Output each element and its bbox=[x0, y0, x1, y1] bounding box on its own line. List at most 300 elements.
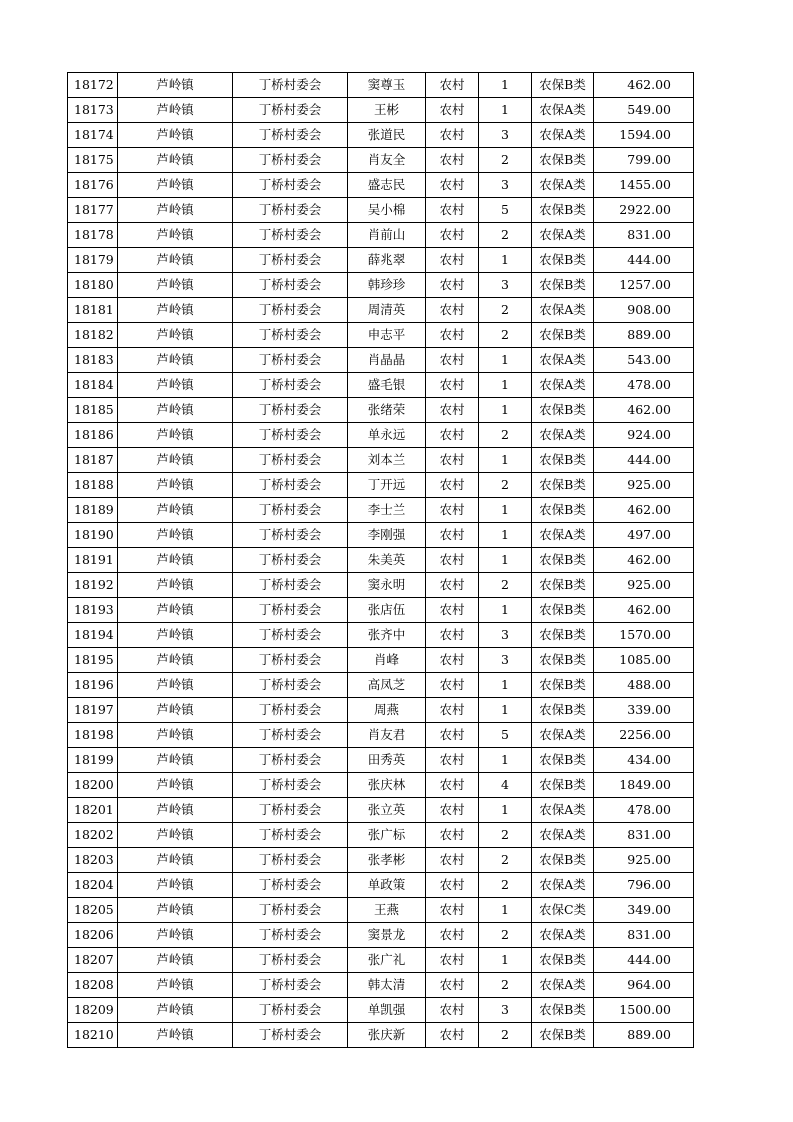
amount: 924.00 bbox=[594, 423, 694, 448]
town: 芦岭镇 bbox=[118, 523, 233, 548]
town: 芦岭镇 bbox=[118, 173, 233, 198]
insurance-category: 农保A类 bbox=[532, 798, 594, 823]
village-committee: 丁桥村委会 bbox=[233, 923, 348, 948]
town: 芦岭镇 bbox=[118, 248, 233, 273]
name: 薛兆翠 bbox=[348, 248, 426, 273]
amount: 478.00 bbox=[594, 373, 694, 398]
insurance-category: 农保B类 bbox=[532, 648, 594, 673]
name: 韩太清 bbox=[348, 973, 426, 998]
village-committee: 丁桥村委会 bbox=[233, 748, 348, 773]
household-type: 农村 bbox=[426, 998, 479, 1023]
insurance-category: 农保B类 bbox=[532, 448, 594, 473]
table-row bbox=[68, 998, 694, 1023]
record-number: 18175 bbox=[68, 148, 118, 173]
insurance-category: 农保A类 bbox=[532, 723, 594, 748]
insurance-category: 农保B类 bbox=[532, 848, 594, 873]
village-committee: 丁桥村委会 bbox=[233, 548, 348, 573]
town: 芦岭镇 bbox=[118, 723, 233, 748]
insurance-category: 农保B类 bbox=[532, 398, 594, 423]
village-committee: 丁桥村委会 bbox=[233, 273, 348, 298]
household-type: 农村 bbox=[426, 73, 479, 98]
village-committee: 丁桥村委会 bbox=[233, 173, 348, 198]
village-committee: 丁桥村委会 bbox=[233, 798, 348, 823]
household-type: 农村 bbox=[426, 248, 479, 273]
household-type: 农村 bbox=[426, 223, 479, 248]
table-row bbox=[68, 923, 694, 948]
town: 芦岭镇 bbox=[118, 748, 233, 773]
name: 张立英 bbox=[348, 798, 426, 823]
insurance-category: 农保B类 bbox=[532, 198, 594, 223]
household-type: 农村 bbox=[426, 798, 479, 823]
amount: 444.00 bbox=[594, 248, 694, 273]
town: 芦岭镇 bbox=[118, 73, 233, 98]
record-number: 18176 bbox=[68, 173, 118, 198]
record-number: 18174 bbox=[68, 123, 118, 148]
insurance-category: 农保A类 bbox=[532, 123, 594, 148]
amount: 1849.00 bbox=[594, 773, 694, 798]
insurance-category: 农保B类 bbox=[532, 598, 594, 623]
amount: 831.00 bbox=[594, 923, 694, 948]
town: 芦岭镇 bbox=[118, 648, 233, 673]
name: 盛志民 bbox=[348, 173, 426, 198]
town: 芦岭镇 bbox=[118, 223, 233, 248]
town: 芦岭镇 bbox=[118, 623, 233, 648]
record-number: 18201 bbox=[68, 798, 118, 823]
name: 单永远 bbox=[348, 423, 426, 448]
town: 芦岭镇 bbox=[118, 398, 233, 423]
family-size: 2 bbox=[479, 848, 532, 873]
household-type: 农村 bbox=[426, 773, 479, 798]
table-row bbox=[68, 598, 694, 623]
table-row bbox=[68, 623, 694, 648]
family-size: 2 bbox=[479, 873, 532, 898]
village-committee: 丁桥村委会 bbox=[233, 223, 348, 248]
town: 芦岭镇 bbox=[118, 948, 233, 973]
town: 芦岭镇 bbox=[118, 548, 233, 573]
amount: 796.00 bbox=[594, 873, 694, 898]
family-size: 1 bbox=[479, 748, 532, 773]
village-committee: 丁桥村委会 bbox=[233, 873, 348, 898]
town: 芦岭镇 bbox=[118, 998, 233, 1023]
family-size: 3 bbox=[479, 998, 532, 1023]
amount: 543.00 bbox=[594, 348, 694, 373]
table-row bbox=[68, 473, 694, 498]
village-committee: 丁桥村委会 bbox=[233, 73, 348, 98]
town: 芦岭镇 bbox=[118, 448, 233, 473]
table-row bbox=[68, 673, 694, 698]
town: 芦岭镇 bbox=[118, 573, 233, 598]
table-row bbox=[68, 198, 694, 223]
town: 芦岭镇 bbox=[118, 323, 233, 348]
household-type: 农村 bbox=[426, 823, 479, 848]
family-size: 2 bbox=[479, 323, 532, 348]
family-size: 2 bbox=[479, 223, 532, 248]
town: 芦岭镇 bbox=[118, 473, 233, 498]
table-row bbox=[68, 698, 694, 723]
insurance-category: 农保B类 bbox=[532, 1023, 594, 1048]
family-size: 2 bbox=[479, 473, 532, 498]
family-size: 2 bbox=[479, 1023, 532, 1048]
amount: 462.00 bbox=[594, 73, 694, 98]
name: 张绪荣 bbox=[348, 398, 426, 423]
name: 窦景龙 bbox=[348, 923, 426, 948]
family-size: 3 bbox=[479, 173, 532, 198]
family-size: 1 bbox=[479, 598, 532, 623]
record-number: 18193 bbox=[68, 598, 118, 623]
household-type: 农村 bbox=[426, 198, 479, 223]
insurance-category: 农保B类 bbox=[532, 948, 594, 973]
town: 芦岭镇 bbox=[118, 273, 233, 298]
record-number: 18210 bbox=[68, 1023, 118, 1048]
record-number: 18199 bbox=[68, 748, 118, 773]
family-size: 2 bbox=[479, 148, 532, 173]
amount: 1500.00 bbox=[594, 998, 694, 1023]
village-committee: 丁桥村委会 bbox=[233, 598, 348, 623]
village-committee: 丁桥村委会 bbox=[233, 948, 348, 973]
village-committee: 丁桥村委会 bbox=[233, 298, 348, 323]
town: 芦岭镇 bbox=[118, 423, 233, 448]
table-row bbox=[68, 298, 694, 323]
family-size: 2 bbox=[479, 423, 532, 448]
household-type: 农村 bbox=[426, 348, 479, 373]
town: 芦岭镇 bbox=[118, 898, 233, 923]
table-row bbox=[68, 348, 694, 373]
table-row bbox=[68, 448, 694, 473]
record-number: 18183 bbox=[68, 348, 118, 373]
amount: 444.00 bbox=[594, 948, 694, 973]
record-number: 18181 bbox=[68, 298, 118, 323]
family-size: 2 bbox=[479, 923, 532, 948]
household-type: 农村 bbox=[426, 173, 479, 198]
records-table bbox=[67, 72, 694, 1048]
amount: 497.00 bbox=[594, 523, 694, 548]
village-committee: 丁桥村委会 bbox=[233, 473, 348, 498]
table-row bbox=[68, 373, 694, 398]
record-number: 18208 bbox=[68, 973, 118, 998]
record-number: 18185 bbox=[68, 398, 118, 423]
amount: 2256.00 bbox=[594, 723, 694, 748]
amount: 549.00 bbox=[594, 98, 694, 123]
insurance-category: 农保B类 bbox=[532, 548, 594, 573]
insurance-category: 农保B类 bbox=[532, 773, 594, 798]
amount: 889.00 bbox=[594, 1023, 694, 1048]
village-committee: 丁桥村委会 bbox=[233, 348, 348, 373]
village-committee: 丁桥村委会 bbox=[233, 523, 348, 548]
household-type: 农村 bbox=[426, 848, 479, 873]
table-row bbox=[68, 148, 694, 173]
amount: 1594.00 bbox=[594, 123, 694, 148]
insurance-category: 农保A类 bbox=[532, 98, 594, 123]
family-size: 1 bbox=[479, 373, 532, 398]
amount: 1257.00 bbox=[594, 273, 694, 298]
household-type: 农村 bbox=[426, 448, 479, 473]
name: 张齐中 bbox=[348, 623, 426, 648]
name: 高凤芝 bbox=[348, 673, 426, 698]
insurance-category: 农保B类 bbox=[532, 623, 594, 648]
name: 肖友全 bbox=[348, 148, 426, 173]
family-size: 1 bbox=[479, 523, 532, 548]
village-committee: 丁桥村委会 bbox=[233, 498, 348, 523]
village-committee: 丁桥村委会 bbox=[233, 373, 348, 398]
amount: 925.00 bbox=[594, 473, 694, 498]
household-type: 农村 bbox=[426, 498, 479, 523]
insurance-category: 农保A类 bbox=[532, 298, 594, 323]
household-type: 农村 bbox=[426, 723, 479, 748]
record-number: 18191 bbox=[68, 548, 118, 573]
village-committee: 丁桥村委会 bbox=[233, 823, 348, 848]
insurance-category: 农保B类 bbox=[532, 573, 594, 598]
table-row bbox=[68, 173, 694, 198]
family-size: 3 bbox=[479, 623, 532, 648]
family-size: 1 bbox=[479, 698, 532, 723]
town: 芦岭镇 bbox=[118, 98, 233, 123]
amount: 1455.00 bbox=[594, 173, 694, 198]
table-row bbox=[68, 423, 694, 448]
household-type: 农村 bbox=[426, 748, 479, 773]
name: 窦尊玉 bbox=[348, 73, 426, 98]
record-number: 18206 bbox=[68, 923, 118, 948]
insurance-category: 农保A类 bbox=[532, 523, 594, 548]
record-number: 18196 bbox=[68, 673, 118, 698]
insurance-category: 农保B类 bbox=[532, 148, 594, 173]
amount: 831.00 bbox=[594, 823, 694, 848]
record-number: 18195 bbox=[68, 648, 118, 673]
family-size: 1 bbox=[479, 248, 532, 273]
record-number: 18188 bbox=[68, 473, 118, 498]
household-type: 农村 bbox=[426, 698, 479, 723]
insurance-category: 农保B类 bbox=[532, 273, 594, 298]
village-committee: 丁桥村委会 bbox=[233, 198, 348, 223]
family-size: 1 bbox=[479, 498, 532, 523]
family-size: 5 bbox=[479, 198, 532, 223]
name: 韩珍珍 bbox=[348, 273, 426, 298]
family-size: 1 bbox=[479, 548, 532, 573]
record-number: 18192 bbox=[68, 573, 118, 598]
table-row bbox=[68, 398, 694, 423]
town: 芦岭镇 bbox=[118, 123, 233, 148]
insurance-category: 农保A类 bbox=[532, 348, 594, 373]
name: 张庆新 bbox=[348, 1023, 426, 1048]
amount: 462.00 bbox=[594, 548, 694, 573]
village-committee: 丁桥村委会 bbox=[233, 998, 348, 1023]
family-size: 1 bbox=[479, 348, 532, 373]
table-row bbox=[68, 223, 694, 248]
insurance-category: 农保B类 bbox=[532, 73, 594, 98]
table-row bbox=[68, 823, 694, 848]
family-size: 2 bbox=[479, 973, 532, 998]
household-type: 农村 bbox=[426, 398, 479, 423]
family-size: 1 bbox=[479, 898, 532, 923]
family-size: 1 bbox=[479, 98, 532, 123]
household-type: 农村 bbox=[426, 373, 479, 398]
household-type: 农村 bbox=[426, 948, 479, 973]
table-row bbox=[68, 273, 694, 298]
name: 王燕 bbox=[348, 898, 426, 923]
household-type: 农村 bbox=[426, 648, 479, 673]
name: 张店伍 bbox=[348, 598, 426, 623]
table-row bbox=[68, 73, 694, 98]
name: 单凯强 bbox=[348, 998, 426, 1023]
record-number: 18178 bbox=[68, 223, 118, 248]
record-number: 18203 bbox=[68, 848, 118, 873]
family-size: 3 bbox=[479, 648, 532, 673]
name: 肖晶晶 bbox=[348, 348, 426, 373]
household-type: 农村 bbox=[426, 673, 479, 698]
record-number: 18173 bbox=[68, 98, 118, 123]
village-committee: 丁桥村委会 bbox=[233, 723, 348, 748]
name: 王彬 bbox=[348, 98, 426, 123]
amount: 462.00 bbox=[594, 598, 694, 623]
record-number: 18202 bbox=[68, 823, 118, 848]
name: 窦永明 bbox=[348, 573, 426, 598]
household-type: 农村 bbox=[426, 298, 479, 323]
household-type: 农村 bbox=[426, 1023, 479, 1048]
town: 芦岭镇 bbox=[118, 148, 233, 173]
name: 申志平 bbox=[348, 323, 426, 348]
insurance-category: 农保A类 bbox=[532, 823, 594, 848]
insurance-category: 农保B类 bbox=[532, 498, 594, 523]
amount: 339.00 bbox=[594, 698, 694, 723]
name: 张孝彬 bbox=[348, 848, 426, 873]
record-number: 18179 bbox=[68, 248, 118, 273]
amount: 964.00 bbox=[594, 973, 694, 998]
record-number: 18187 bbox=[68, 448, 118, 473]
name: 周清英 bbox=[348, 298, 426, 323]
household-type: 农村 bbox=[426, 598, 479, 623]
household-type: 农村 bbox=[426, 898, 479, 923]
amount: 462.00 bbox=[594, 398, 694, 423]
town: 芦岭镇 bbox=[118, 673, 233, 698]
village-committee: 丁桥村委会 bbox=[233, 98, 348, 123]
family-size: 5 bbox=[479, 723, 532, 748]
record-number: 18172 bbox=[68, 73, 118, 98]
town: 芦岭镇 bbox=[118, 973, 233, 998]
amount: 434.00 bbox=[594, 748, 694, 773]
town: 芦岭镇 bbox=[118, 798, 233, 823]
name: 朱美英 bbox=[348, 548, 426, 573]
household-type: 农村 bbox=[426, 473, 479, 498]
insurance-category: 农保A类 bbox=[532, 373, 594, 398]
family-size: 3 bbox=[479, 273, 532, 298]
household-type: 农村 bbox=[426, 523, 479, 548]
family-size: 1 bbox=[479, 73, 532, 98]
table-row bbox=[68, 648, 694, 673]
record-number: 18197 bbox=[68, 698, 118, 723]
record-number: 18198 bbox=[68, 723, 118, 748]
table-row bbox=[68, 323, 694, 348]
amount: 349.00 bbox=[594, 898, 694, 923]
insurance-category: 农保A类 bbox=[532, 223, 594, 248]
table-row bbox=[68, 573, 694, 598]
name: 周燕 bbox=[348, 698, 426, 723]
table-row bbox=[68, 723, 694, 748]
table-row bbox=[68, 798, 694, 823]
record-number: 18180 bbox=[68, 273, 118, 298]
insurance-category: 农保B类 bbox=[532, 323, 594, 348]
family-size: 1 bbox=[479, 948, 532, 973]
name: 田秀英 bbox=[348, 748, 426, 773]
insurance-category: 农保A类 bbox=[532, 173, 594, 198]
village-committee: 丁桥村委会 bbox=[233, 698, 348, 723]
town: 芦岭镇 bbox=[118, 698, 233, 723]
family-size: 2 bbox=[479, 823, 532, 848]
town: 芦岭镇 bbox=[118, 348, 233, 373]
table-row bbox=[68, 98, 694, 123]
record-number: 18184 bbox=[68, 373, 118, 398]
insurance-category: 农保B类 bbox=[532, 748, 594, 773]
table-row bbox=[68, 948, 694, 973]
family-size: 3 bbox=[479, 123, 532, 148]
amount: 1085.00 bbox=[594, 648, 694, 673]
table-row bbox=[68, 873, 694, 898]
household-type: 农村 bbox=[426, 123, 479, 148]
family-size: 2 bbox=[479, 298, 532, 323]
town: 芦岭镇 bbox=[118, 848, 233, 873]
record-number: 18207 bbox=[68, 948, 118, 973]
table-body bbox=[68, 73, 694, 1048]
table-row bbox=[68, 773, 694, 798]
household-type: 农村 bbox=[426, 273, 479, 298]
village-committee: 丁桥村委会 bbox=[233, 573, 348, 598]
village-committee: 丁桥村委会 bbox=[233, 898, 348, 923]
town: 芦岭镇 bbox=[118, 298, 233, 323]
table-row bbox=[68, 748, 694, 773]
town: 芦岭镇 bbox=[118, 373, 233, 398]
village-committee: 丁桥村委会 bbox=[233, 1023, 348, 1048]
town: 芦岭镇 bbox=[118, 498, 233, 523]
table-row bbox=[68, 523, 694, 548]
table-row bbox=[68, 248, 694, 273]
table-row bbox=[68, 898, 694, 923]
name: 丁开远 bbox=[348, 473, 426, 498]
name: 肖友君 bbox=[348, 723, 426, 748]
table-row bbox=[68, 498, 694, 523]
insurance-category: 农保A类 bbox=[532, 923, 594, 948]
village-committee: 丁桥村委会 bbox=[233, 448, 348, 473]
table-row bbox=[68, 123, 694, 148]
household-type: 农村 bbox=[426, 623, 479, 648]
amount: 925.00 bbox=[594, 573, 694, 598]
household-type: 农村 bbox=[426, 423, 479, 448]
name: 吴小棉 bbox=[348, 198, 426, 223]
village-committee: 丁桥村委会 bbox=[233, 623, 348, 648]
record-number: 18194 bbox=[68, 623, 118, 648]
amount: 2922.00 bbox=[594, 198, 694, 223]
amount: 889.00 bbox=[594, 323, 694, 348]
amount: 462.00 bbox=[594, 498, 694, 523]
village-committee: 丁桥村委会 bbox=[233, 648, 348, 673]
household-type: 农村 bbox=[426, 148, 479, 173]
name: 刘本兰 bbox=[348, 448, 426, 473]
family-size: 4 bbox=[479, 773, 532, 798]
household-type: 农村 bbox=[426, 573, 479, 598]
household-type: 农村 bbox=[426, 973, 479, 998]
table-row bbox=[68, 548, 694, 573]
insurance-category: 农保B类 bbox=[532, 473, 594, 498]
amount: 1570.00 bbox=[594, 623, 694, 648]
record-number: 18186 bbox=[68, 423, 118, 448]
household-type: 农村 bbox=[426, 323, 479, 348]
amount: 908.00 bbox=[594, 298, 694, 323]
amount: 925.00 bbox=[594, 848, 694, 873]
name: 单政策 bbox=[348, 873, 426, 898]
table-row bbox=[68, 973, 694, 998]
family-size: 1 bbox=[479, 398, 532, 423]
record-number: 18205 bbox=[68, 898, 118, 923]
town: 芦岭镇 bbox=[118, 823, 233, 848]
village-committee: 丁桥村委会 bbox=[233, 773, 348, 798]
insurance-category: 农保B类 bbox=[532, 698, 594, 723]
